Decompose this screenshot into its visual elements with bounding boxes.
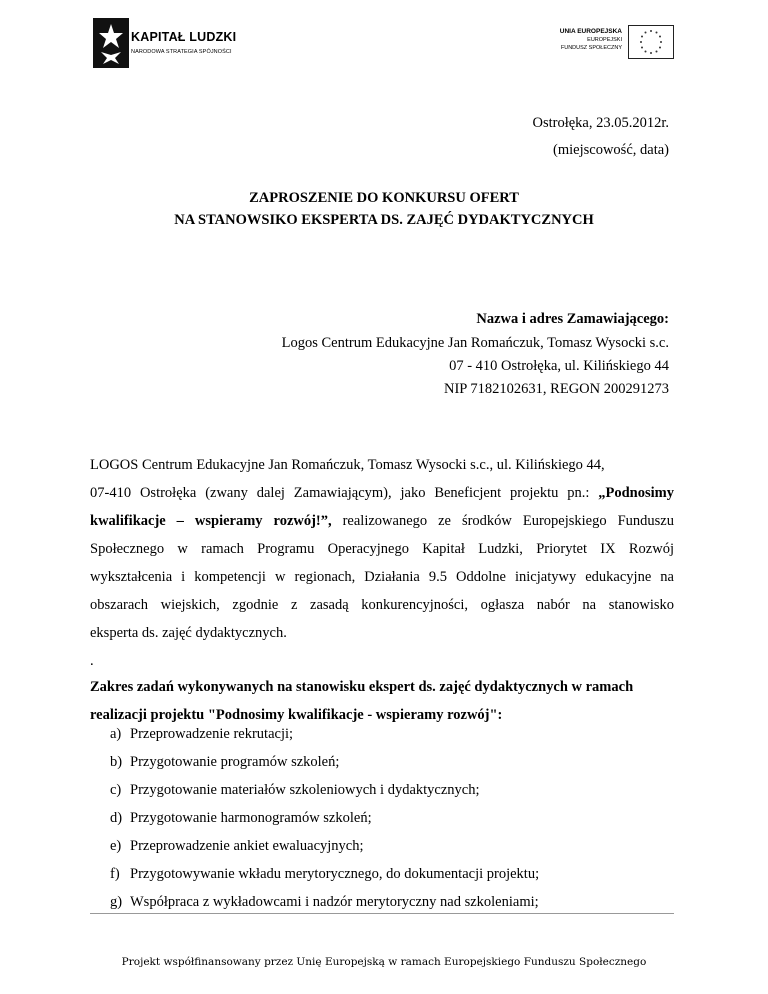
orderer-name: Logos Centrum Edukacyjne Jan Romańczuk, Tomasz Wysocki s.c. bbox=[281, 335, 669, 351]
list-item bbox=[110, 804, 680, 832]
list-item-text: Przygotowanie programów szkoleń; bbox=[130, 754, 340, 770]
document-title-line1: ZAPROSZENIE DO KONKURSU OFERT bbox=[249, 190, 519, 206]
tasks-heading-line1: Zakres zadań wykonywanych na stanowisku ekspert ds. zajęć dydaktycznych w ramach bbox=[90, 679, 634, 695]
intro-line-5: wykształcenia i kompetencji w regionach, Działania 9.5 Oddolne inicjatywy edukacyjne na bbox=[90, 569, 674, 585]
list-item-marker: e) bbox=[110, 838, 122, 854]
list-item-marker: g) bbox=[110, 894, 123, 910]
list-item-text: Przeprowadzenie rekrutacji; bbox=[130, 726, 294, 742]
intro-line-7: eksperta ds. zajęć dydaktycznych. bbox=[90, 625, 287, 641]
list-item-marker: c) bbox=[110, 782, 122, 798]
eu-logo-text bbox=[560, 28, 622, 52]
list-item-text: Przygotowanie harmonogramów szkoleń; bbox=[130, 810, 372, 826]
list-item-marker: f) bbox=[110, 866, 120, 882]
list-item-marker: b) bbox=[110, 754, 123, 770]
intro-line-6: obszarach wiejskich, zgodnie z zasadą konkurencyjności, ogłasza nabór na stanowisko bbox=[90, 597, 674, 613]
list-item-text: Przeprowadzenie ankiet ewaluacyjnych; bbox=[130, 838, 364, 854]
footer-divider bbox=[90, 913, 674, 914]
project-name-start: „Podnosimy bbox=[598, 485, 674, 501]
kapital-ludzki-logo bbox=[93, 18, 243, 70]
document-title-line2: NA STANOWSIKO EKSPERTA DS. ZAJĘĆ DYDAKTYCZNYCH bbox=[174, 212, 594, 228]
eu-logo-line1: UNIA EUROPEJSKA bbox=[559, 28, 622, 35]
kapital-ludzki-subtitle: NARODOWA STRATEGIA SPÓJNOŚCI bbox=[131, 49, 232, 55]
list-item-marker: d) bbox=[110, 810, 123, 826]
orderer-address: 07 - 410 Ostrołęka, ul. Kilińskiego 44 bbox=[449, 358, 669, 374]
place-date-caption: (miejscowość, data) bbox=[553, 142, 669, 158]
eu-logo-line3: FUNDUSZ SPOŁECZNY bbox=[560, 45, 622, 51]
kapital-ludzki-emblem-icon bbox=[93, 18, 129, 68]
project-name-end: kwalifikacje – wspieramy rozwój!”, bbox=[90, 513, 332, 529]
list-item-text: Przygotowanie materiałów szkoleniowych i dydaktycznych; bbox=[130, 782, 480, 798]
place-date: Ostrołęka, 23.05.2012r. bbox=[532, 115, 669, 131]
footer-text: Projekt współfinansowany przez Unię Europejską w ramach Europejskiego Funduszu Społecznego bbox=[121, 956, 647, 968]
list-item bbox=[110, 832, 680, 860]
list-item bbox=[110, 776, 680, 804]
list-item bbox=[110, 888, 680, 916]
intro-line-3-text: realizowanego ze środków Europejskiego Funduszu bbox=[331, 513, 674, 529]
list-item bbox=[110, 860, 680, 888]
intro-line-2 bbox=[90, 479, 674, 507]
tasks-list bbox=[110, 720, 680, 916]
tasks-heading-line2: realizacji projektu "Podnosimy kwalifikacje - wspieramy rozwój": bbox=[90, 707, 503, 723]
orderer-heading: Nazwa i adres Zamawiającego: bbox=[476, 311, 669, 327]
orderer-ids: NIP 7182102631, REGON 200291273 bbox=[443, 381, 669, 397]
eu-flag-icon bbox=[628, 25, 674, 59]
list-item-text: Przygotowywanie wkładu merytorycznego, do dokumentacji projektu; bbox=[130, 866, 540, 882]
kapital-ludzki-title: KAPITAŁ LUDZKI bbox=[131, 30, 237, 44]
eu-logo-line2: EUROPEJSKI bbox=[587, 37, 622, 43]
intro-line-2-text: 07-410 Ostrołęka (zwany dalej Zamawiającym), jako Beneficjent projektu pn.: bbox=[90, 485, 599, 501]
intro-line-4: Społecznego w ramach Programu Operacyjnego Kapitał Ludzki, Priorytet IX Rozwój bbox=[90, 541, 674, 557]
intro-line-3 bbox=[90, 507, 674, 535]
list-item-marker: a) bbox=[110, 726, 122, 742]
intro-line-1: LOGOS Centrum Edukacyjne Jan Romańczuk, Tomasz Wysocki s.c., ul. Kilińskiego 44, bbox=[90, 457, 605, 473]
intro-dot: . bbox=[90, 653, 94, 669]
intro-paragraph bbox=[90, 451, 674, 675]
list-item bbox=[110, 748, 680, 776]
list-item-text: Współpraca z wykładowcami i nadzór merytoryczny nad szkoleniami; bbox=[130, 894, 539, 910]
list-item bbox=[110, 720, 680, 748]
